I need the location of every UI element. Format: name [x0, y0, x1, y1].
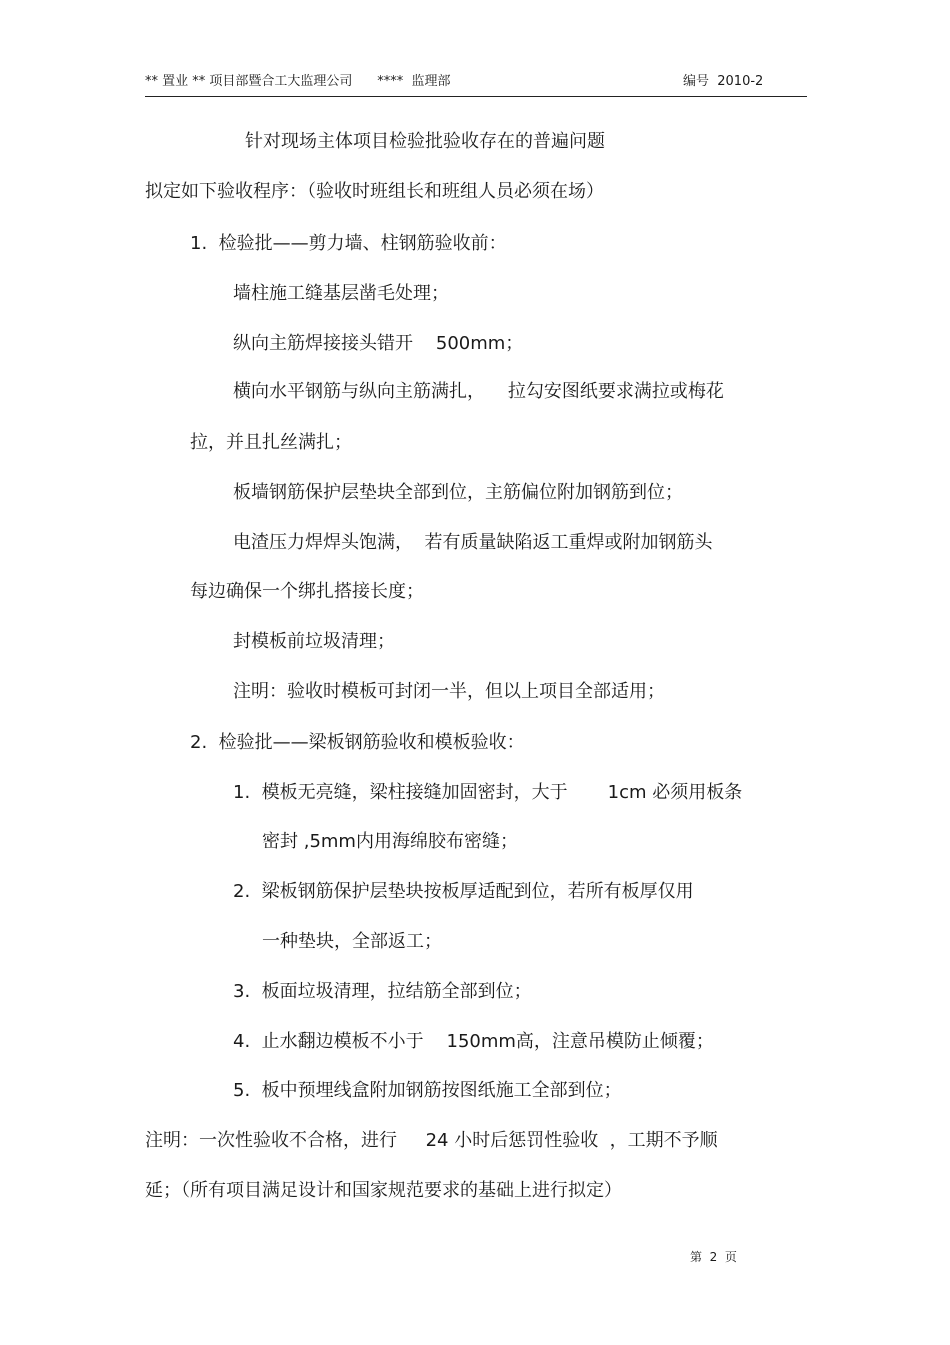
page-number: 第 2 页 [690, 1250, 737, 1264]
document-title: 针对现场主体项目检验批验收存在的普遍问题 [245, 131, 605, 152]
section-1-line-6: 封模板前垃圾清理； [233, 631, 395, 652]
section-1-line-1: 墙柱施工缝基层凿毛处理； [233, 283, 449, 304]
section-2-item-3: 3. 板面垃圾清理，拉结筋全部到位； [233, 981, 532, 1002]
section-1-line-3b: 拉，并且扎丝满扎； [190, 432, 352, 453]
section-2-item-2b: 一种垫块，全部返工； [262, 931, 442, 952]
section-1-heading: 1. 检验批——剪力墙、柱钢筋验收前： [190, 233, 507, 254]
header-organization: ** 置业 ** 项目部暨合工大监理公司 **** 监理部 [145, 74, 451, 89]
section-2-item-4: 4. 止水翻边模板不小于 150mm高，注意吊模防止倾覆； [233, 1031, 714, 1052]
section-1-line-5a: 电渣压力焊焊头饱满， 若有质量缺陷返工重焊或附加钢筋头 [233, 532, 713, 553]
section-2-item-1b: 密封 ,5mm内用海绵胶布密缝； [262, 831, 518, 852]
section-2-item-5: 5. 板中预埋线盒附加钢筋按图纸施工全部到位； [233, 1080, 622, 1101]
section-2-heading: 2. 检验批——梁板钢筋验收和模板验收： [190, 732, 525, 753]
header-document-number: 编号 2010-2 [683, 74, 764, 89]
section-2-item-2a: 2. 梁板钢筋保护层垫块按板厚适配到位，若所有板厚仅用 [233, 881, 694, 902]
final-note-line-1: 注明：一次性验收不合格，进行 24 小时后惩罚性验收 ，工期不予顺 [145, 1130, 718, 1151]
final-note-line-2: 延；（所有项目满足设计和国家规范要求的基础上进行拟定） [145, 1180, 622, 1201]
section-2-item-1a: 1. 模板无亮缝，梁柱接缝加固密封，大于 1cm 必须用板条 [233, 782, 743, 803]
section-1-line-4: 板墙钢筋保护层垫块全部到位，主筋偏位附加钢筋到位； [233, 482, 683, 503]
section-1-line-5b: 每边确保一个绑扎搭接长度； [190, 581, 424, 602]
section-1-line-3a: 横向水平钢筋与纵向主筋满扎， 拉勾安图纸要求满拉或梅花 [233, 381, 724, 402]
section-1-line-2: 纵向主筋焊接接头错开 500mm； [233, 333, 524, 354]
intro-paragraph: 拟定如下验收程序：（验收时班组长和班组人员必须在场） [145, 181, 604, 202]
section-1-note: 注明：验收时模板可封闭一半，但以上项目全部适用； [233, 681, 665, 702]
page-header [145, 72, 807, 97]
